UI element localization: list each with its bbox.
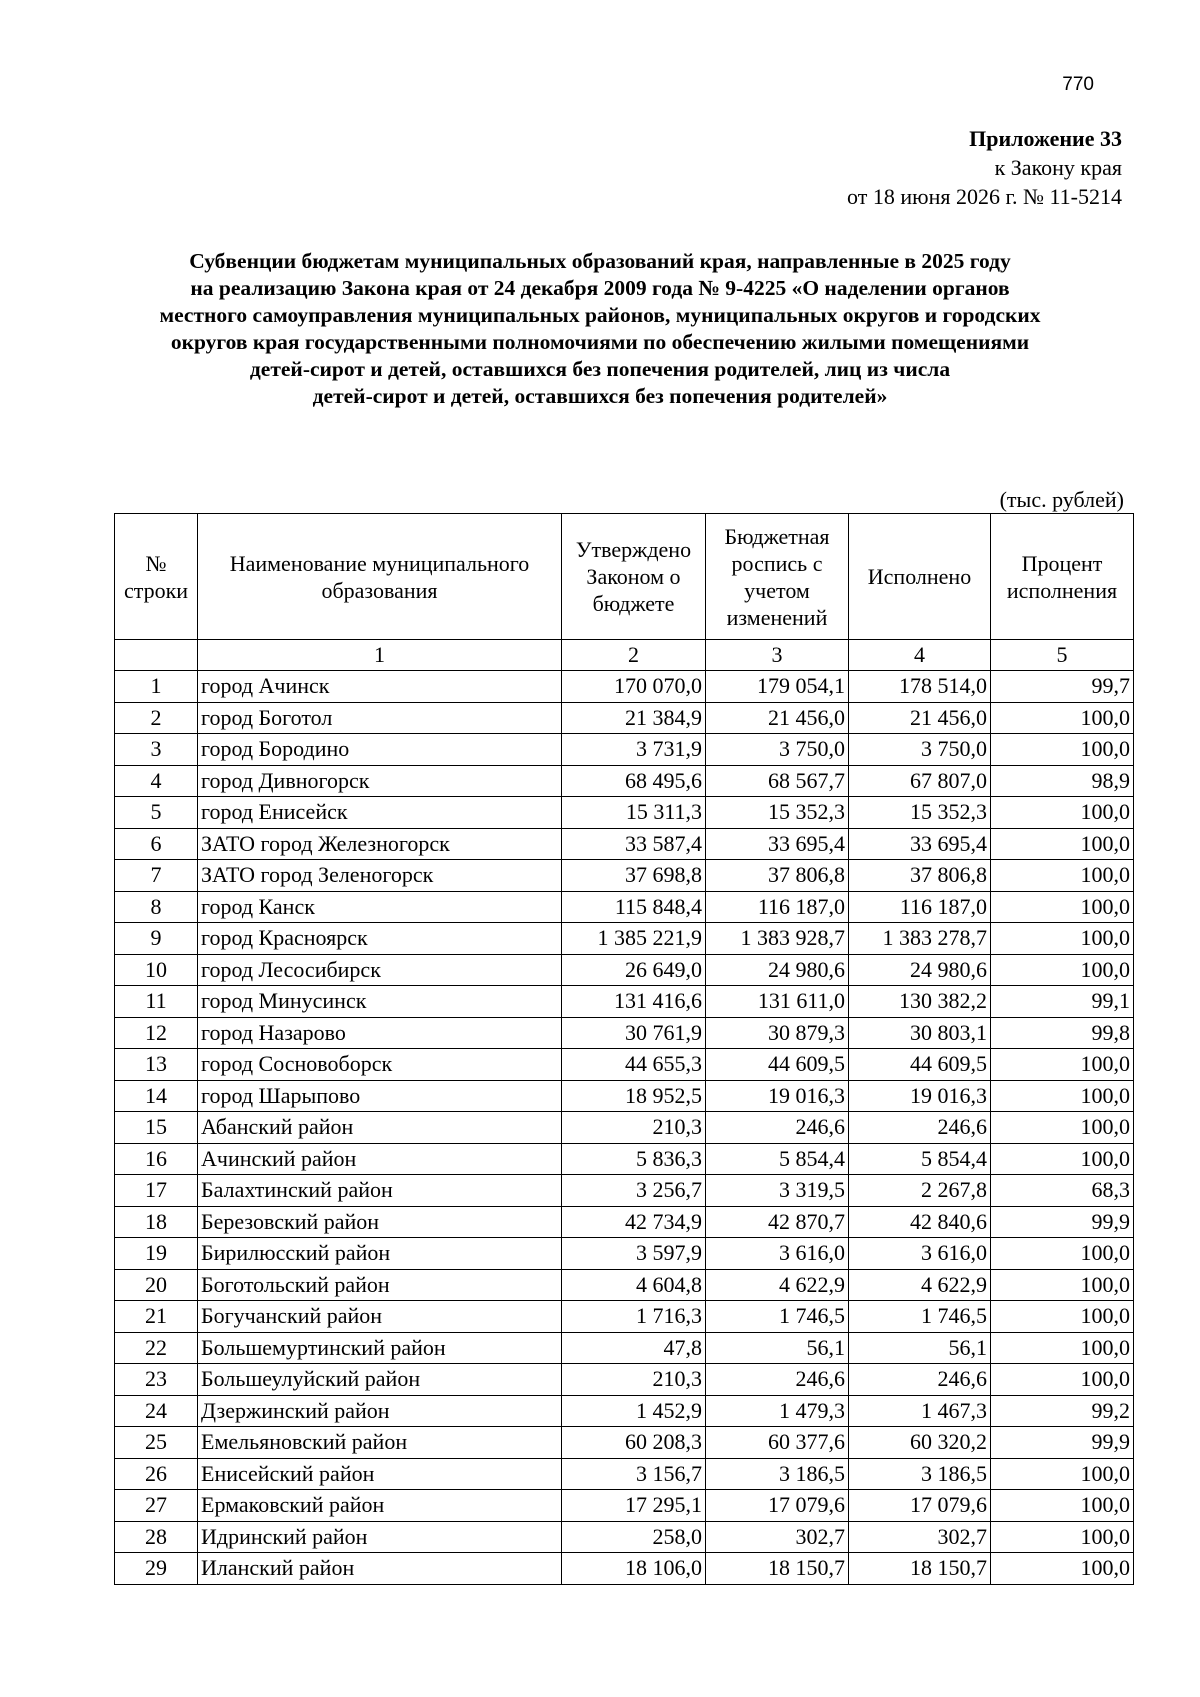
budget-schedule-amount: 68 567,7 xyxy=(706,765,849,797)
column-numbers-row xyxy=(115,640,1134,671)
approved-amount: 210,3 xyxy=(562,1364,706,1396)
execution-percent: 100,0 xyxy=(991,1238,1134,1270)
table-row xyxy=(115,1017,1134,1049)
budget-schedule-amount: 33 695,4 xyxy=(706,828,849,860)
executed-amount: 1 383 278,7 xyxy=(849,923,991,955)
execution-percent: 100,0 xyxy=(991,1364,1134,1396)
budget-schedule-amount: 44 609,5 xyxy=(706,1049,849,1081)
executed-amount: 2 267,8 xyxy=(849,1175,991,1207)
row-number: 5 xyxy=(115,797,198,829)
header-municipality-name: Наименование муниципального образования xyxy=(198,514,562,640)
execution-percent: 99,7 xyxy=(991,671,1134,703)
row-number: 6 xyxy=(115,828,198,860)
municipality-name: Богучанский район xyxy=(198,1301,562,1333)
title-line: на реализацию Закона края от 24 декабря 2009 года № 9-4225 «О наделении органов xyxy=(190,276,1010,300)
execution-percent: 100,0 xyxy=(991,1521,1134,1553)
municipality-name: город Боготол xyxy=(198,702,562,734)
table-row xyxy=(115,671,1134,703)
municipality-name: Большемуртинский район xyxy=(198,1332,562,1364)
execution-percent: 100,0 xyxy=(991,954,1134,986)
title-line: округов края государственными полномочиями по обеспечению жилыми помещениями xyxy=(170,330,1030,354)
approved-amount: 131 416,6 xyxy=(562,986,706,1018)
municipality-name: Ермаковский район xyxy=(198,1490,562,1522)
row-number: 26 xyxy=(115,1458,198,1490)
budget-schedule-amount: 3 186,5 xyxy=(706,1458,849,1490)
table-row xyxy=(115,1269,1134,1301)
executed-amount: 178 514,0 xyxy=(849,671,991,703)
budget-schedule-amount: 18 150,7 xyxy=(706,1553,849,1585)
row-number: 28 xyxy=(115,1521,198,1553)
table-row xyxy=(115,1553,1134,1585)
execution-percent: 100,0 xyxy=(991,1301,1134,1333)
executed-amount: 60 320,2 xyxy=(849,1427,991,1459)
executed-amount: 246,6 xyxy=(849,1112,991,1144)
column-number: 5 xyxy=(991,640,1134,671)
budget-schedule-amount: 30 879,3 xyxy=(706,1017,849,1049)
execution-percent: 99,9 xyxy=(991,1427,1134,1459)
executed-amount: 33 695,4 xyxy=(849,828,991,860)
municipality-name: город Ачинск xyxy=(198,671,562,703)
budget-schedule-amount: 1 746,5 xyxy=(706,1301,849,1333)
table-row xyxy=(115,828,1134,860)
execution-percent: 100,0 xyxy=(991,1269,1134,1301)
table-row xyxy=(115,860,1134,892)
municipality-name: город Назарово xyxy=(198,1017,562,1049)
table-row xyxy=(115,734,1134,766)
table-row xyxy=(115,986,1134,1018)
document-title xyxy=(100,248,1100,410)
approved-amount: 18 952,5 xyxy=(562,1080,706,1112)
budget-schedule-amount: 37 806,8 xyxy=(706,860,849,892)
executed-amount: 18 150,7 xyxy=(849,1553,991,1585)
row-number: 7 xyxy=(115,860,198,892)
municipality-name: Большеулуйский район xyxy=(198,1364,562,1396)
executed-amount: 4 622,9 xyxy=(849,1269,991,1301)
execution-percent: 100,0 xyxy=(991,1112,1134,1144)
municipality-name: город Канск xyxy=(198,891,562,923)
executed-amount: 67 807,0 xyxy=(849,765,991,797)
approved-amount: 3 256,7 xyxy=(562,1175,706,1207)
row-number: 27 xyxy=(115,1490,198,1522)
execution-percent: 99,8 xyxy=(991,1017,1134,1049)
approved-amount: 21 384,9 xyxy=(562,702,706,734)
row-number: 22 xyxy=(115,1332,198,1364)
approved-amount: 60 208,3 xyxy=(562,1427,706,1459)
budget-schedule-amount: 246,6 xyxy=(706,1112,849,1144)
row-number: 16 xyxy=(115,1143,198,1175)
row-number: 4 xyxy=(115,765,198,797)
column-number: 1 xyxy=(198,640,562,671)
column-number: 4 xyxy=(849,640,991,671)
execution-percent: 99,9 xyxy=(991,1206,1134,1238)
budget-schedule-amount: 246,6 xyxy=(706,1364,849,1396)
execution-percent: 100,0 xyxy=(991,923,1134,955)
approved-amount: 42 734,9 xyxy=(562,1206,706,1238)
approved-amount: 18 106,0 xyxy=(562,1553,706,1585)
municipality-name: город Шарыпово xyxy=(198,1080,562,1112)
executed-amount: 24 980,6 xyxy=(849,954,991,986)
municipality-name: ЗАТО город Железногорск xyxy=(198,828,562,860)
title-line: детей-сирот и детей, оставшихся без попечения родителей, лиц из числа xyxy=(249,357,951,381)
table-row xyxy=(115,891,1134,923)
table-row xyxy=(115,702,1134,734)
table-row xyxy=(115,1206,1134,1238)
municipality-name: город Енисейск xyxy=(198,797,562,829)
executed-amount: 44 609,5 xyxy=(849,1049,991,1081)
table-row xyxy=(115,1364,1134,1396)
executed-amount: 19 016,3 xyxy=(849,1080,991,1112)
row-number: 18 xyxy=(115,1206,198,1238)
budget-schedule-amount: 24 980,6 xyxy=(706,954,849,986)
table-row xyxy=(115,1143,1134,1175)
municipality-name: Бирилюсский район xyxy=(198,1238,562,1270)
municipality-name: Березовский район xyxy=(198,1206,562,1238)
annex-law-ref: к Закону края xyxy=(994,155,1122,180)
executed-amount: 3 616,0 xyxy=(849,1238,991,1270)
approved-amount: 17 295,1 xyxy=(562,1490,706,1522)
column-number xyxy=(115,640,198,671)
municipality-name: город Дивногорск xyxy=(198,765,562,797)
municipality-name: Ачинский район xyxy=(198,1143,562,1175)
table-row xyxy=(115,1080,1134,1112)
municipality-name: город Лесосибирск xyxy=(198,954,562,986)
units-label: (тыс. рублей) xyxy=(999,487,1124,512)
execution-percent: 68,3 xyxy=(991,1175,1134,1207)
annex-block xyxy=(847,124,1122,211)
municipality-name: город Сосновоборск xyxy=(198,1049,562,1081)
row-number: 20 xyxy=(115,1269,198,1301)
executed-amount: 246,6 xyxy=(849,1364,991,1396)
municipality-name: Абанский район xyxy=(198,1112,562,1144)
budget-schedule-amount: 60 377,6 xyxy=(706,1427,849,1459)
budget-schedule-amount: 131 611,0 xyxy=(706,986,849,1018)
approved-amount: 3 156,7 xyxy=(562,1458,706,1490)
budget-schedule-amount: 4 622,9 xyxy=(706,1269,849,1301)
page-number: 770 xyxy=(1062,74,1094,95)
approved-amount: 26 649,0 xyxy=(562,954,706,986)
executed-amount: 15 352,3 xyxy=(849,797,991,829)
budget-schedule-amount: 17 079,6 xyxy=(706,1490,849,1522)
approved-amount: 170 070,0 xyxy=(562,671,706,703)
execution-percent: 99,1 xyxy=(991,986,1134,1018)
executed-amount: 21 456,0 xyxy=(849,702,991,734)
column-number: 2 xyxy=(562,640,706,671)
approved-amount: 15 311,3 xyxy=(562,797,706,829)
table-row xyxy=(115,765,1134,797)
execution-percent: 100,0 xyxy=(991,797,1134,829)
annex-title: Приложение 33 xyxy=(969,126,1122,151)
table-row xyxy=(115,1238,1134,1270)
execution-percent: 98,9 xyxy=(991,765,1134,797)
title-line: Субвенции бюджетам муниципальных образований края, направленные в 2025 году xyxy=(189,249,1011,273)
table-row xyxy=(115,1301,1134,1333)
execution-percent: 100,0 xyxy=(991,860,1134,892)
header-execution-percent: Процент исполнения xyxy=(991,514,1134,640)
executed-amount: 302,7 xyxy=(849,1521,991,1553)
executed-amount: 1 467,3 xyxy=(849,1395,991,1427)
row-number: 19 xyxy=(115,1238,198,1270)
budget-schedule-amount: 1 479,3 xyxy=(706,1395,849,1427)
budget-schedule-amount: 3 750,0 xyxy=(706,734,849,766)
budget-schedule-amount: 19 016,3 xyxy=(706,1080,849,1112)
budget-schedule-amount: 302,7 xyxy=(706,1521,849,1553)
row-number: 10 xyxy=(115,954,198,986)
header-approved: Утверждено Законом о бюджете xyxy=(562,514,706,640)
annex-law-date: от 18 июня 2026 г. № 11-5214 xyxy=(847,184,1122,209)
row-number: 25 xyxy=(115,1427,198,1459)
row-number: 13 xyxy=(115,1049,198,1081)
title-line: местного самоуправления муниципальных районов, муниципальных округов и городских xyxy=(159,303,1041,327)
approved-amount: 47,8 xyxy=(562,1332,706,1364)
approved-amount: 4 604,8 xyxy=(562,1269,706,1301)
municipality-name: Идринский район xyxy=(198,1521,562,1553)
executed-amount: 130 382,2 xyxy=(849,986,991,1018)
executed-amount: 17 079,6 xyxy=(849,1490,991,1522)
row-number: 3 xyxy=(115,734,198,766)
municipality-name: ЗАТО город Зеленогорск xyxy=(198,860,562,892)
execution-percent: 100,0 xyxy=(991,1490,1134,1522)
approved-amount: 1 385 221,9 xyxy=(562,923,706,955)
executed-amount: 3 186,5 xyxy=(849,1458,991,1490)
executed-amount: 5 854,4 xyxy=(849,1143,991,1175)
table-row xyxy=(115,1427,1134,1459)
execution-percent: 100,0 xyxy=(991,1143,1134,1175)
execution-percent: 100,0 xyxy=(991,891,1134,923)
row-number: 24 xyxy=(115,1395,198,1427)
table-row xyxy=(115,1395,1134,1427)
table-body xyxy=(115,640,1134,1585)
municipality-name: Емельяновский район xyxy=(198,1427,562,1459)
budget-schedule-amount: 3 319,5 xyxy=(706,1175,849,1207)
table-row xyxy=(115,1175,1134,1207)
approved-amount: 44 655,3 xyxy=(562,1049,706,1081)
row-number: 21 xyxy=(115,1301,198,1333)
row-number: 29 xyxy=(115,1553,198,1585)
municipality-name: Енисейский район xyxy=(198,1458,562,1490)
column-number: 3 xyxy=(706,640,849,671)
municipality-name: Дзержинский район xyxy=(198,1395,562,1427)
execution-percent: 100,0 xyxy=(991,828,1134,860)
executed-amount: 56,1 xyxy=(849,1332,991,1364)
executed-amount: 3 750,0 xyxy=(849,734,991,766)
execution-percent: 100,0 xyxy=(991,1332,1134,1364)
row-number: 12 xyxy=(115,1017,198,1049)
executed-amount: 37 806,8 xyxy=(849,860,991,892)
table-row xyxy=(115,954,1134,986)
executed-amount: 1 746,5 xyxy=(849,1301,991,1333)
table-header-row xyxy=(115,514,1134,640)
row-number: 23 xyxy=(115,1364,198,1396)
budget-schedule-amount: 15 352,3 xyxy=(706,797,849,829)
row-number: 15 xyxy=(115,1112,198,1144)
row-number: 1 xyxy=(115,671,198,703)
budget-schedule-amount: 5 854,4 xyxy=(706,1143,849,1175)
municipality-name: Боготольский район xyxy=(198,1269,562,1301)
row-number: 2 xyxy=(115,702,198,734)
executed-amount: 116 187,0 xyxy=(849,891,991,923)
approved-amount: 3 597,9 xyxy=(562,1238,706,1270)
subventions-table xyxy=(114,513,1134,1585)
header-row-number: № строки xyxy=(115,514,198,640)
budget-schedule-amount: 179 054,1 xyxy=(706,671,849,703)
approved-amount: 1 716,3 xyxy=(562,1301,706,1333)
approved-amount: 210,3 xyxy=(562,1112,706,1144)
budget-schedule-amount: 42 870,7 xyxy=(706,1206,849,1238)
municipality-name: Балахтинский район xyxy=(198,1175,562,1207)
approved-amount: 115 848,4 xyxy=(562,891,706,923)
row-number: 8 xyxy=(115,891,198,923)
municipality-name: город Минусинск xyxy=(198,986,562,1018)
municipality-name: город Красноярск xyxy=(198,923,562,955)
row-number: 14 xyxy=(115,1080,198,1112)
budget-schedule-amount: 116 187,0 xyxy=(706,891,849,923)
approved-amount: 33 587,4 xyxy=(562,828,706,860)
row-number: 9 xyxy=(115,923,198,955)
execution-percent: 100,0 xyxy=(991,702,1134,734)
table-row xyxy=(115,1112,1134,1144)
approved-amount: 5 836,3 xyxy=(562,1143,706,1175)
executed-amount: 42 840,6 xyxy=(849,1206,991,1238)
approved-amount: 1 452,9 xyxy=(562,1395,706,1427)
budget-schedule-amount: 3 616,0 xyxy=(706,1238,849,1270)
execution-percent: 100,0 xyxy=(991,1458,1134,1490)
approved-amount: 3 731,9 xyxy=(562,734,706,766)
executed-amount: 30 803,1 xyxy=(849,1017,991,1049)
table-row xyxy=(115,797,1134,829)
budget-schedule-amount: 1 383 928,7 xyxy=(706,923,849,955)
execution-percent: 100,0 xyxy=(991,1049,1134,1081)
title-line: детей-сирот и детей, оставшихся без попечения родителей» xyxy=(312,384,888,408)
table-row xyxy=(115,923,1134,955)
approved-amount: 37 698,8 xyxy=(562,860,706,892)
municipality-name: Иланский район xyxy=(198,1553,562,1585)
execution-percent: 100,0 xyxy=(991,1080,1134,1112)
approved-amount: 68 495,6 xyxy=(562,765,706,797)
header-executed: Исполнено xyxy=(849,514,991,640)
execution-percent: 100,0 xyxy=(991,1553,1134,1585)
budget-schedule-amount: 21 456,0 xyxy=(706,702,849,734)
table-row xyxy=(115,1490,1134,1522)
table-row xyxy=(115,1049,1134,1081)
approved-amount: 30 761,9 xyxy=(562,1017,706,1049)
row-number: 17 xyxy=(115,1175,198,1207)
municipality-name: город Бородино xyxy=(198,734,562,766)
execution-percent: 99,2 xyxy=(991,1395,1134,1427)
header-budget-schedule: Бюджетная роспись с учетом изменений xyxy=(706,514,849,640)
execution-percent: 100,0 xyxy=(991,734,1134,766)
table-row xyxy=(115,1332,1134,1364)
row-number: 11 xyxy=(115,986,198,1018)
table-row xyxy=(115,1458,1134,1490)
approved-amount: 258,0 xyxy=(562,1521,706,1553)
table-row xyxy=(115,1521,1134,1553)
budget-schedule-amount: 56,1 xyxy=(706,1332,849,1364)
